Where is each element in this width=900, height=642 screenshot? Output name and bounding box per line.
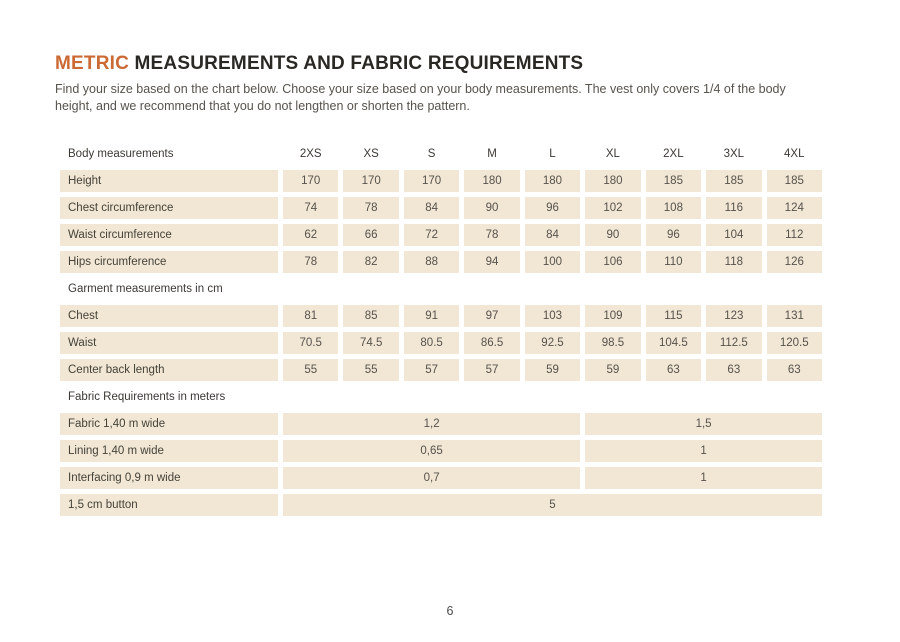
size-value-cell: 180 [585,170,640,192]
row-label: 1,5 cm button [60,494,278,516]
size-value-cell: 170 [343,170,398,192]
size-table [60,143,822,516]
size-value-cell: 84 [525,224,580,246]
merged-value-cell: 0,7 [283,467,580,489]
size-value-cell: 118 [706,251,761,273]
size-value-cell: 109 [585,305,640,327]
title-accent: METRIC [55,53,130,74]
row-label: Interfacing 0,9 m wide [60,467,278,489]
title-rest: MEASUREMENTS AND FABRIC REQUIREMENTS [129,53,584,74]
size-value-cell: 124 [767,197,822,219]
size-value-cell: 82 [343,251,398,273]
size-value-cell: 86.5 [464,332,519,354]
size-value-cell: 104.5 [646,332,701,354]
size-value-cell: 96 [646,224,701,246]
size-column-header: XL [605,148,620,160]
size-column-header: L [549,148,556,160]
size-value-cell: 97 [464,305,519,327]
size-value-cell: 57 [464,359,519,381]
size-value-cell: 91 [404,305,459,327]
row-label: Hips circumference [60,251,278,273]
section-header: Body measurements [68,148,174,160]
size-value-cell: 55 [283,359,338,381]
size-value-cell: 131 [767,305,822,327]
size-value-cell: 185 [646,170,701,192]
size-value-cell: 74.5 [343,332,398,354]
size-value-cell: 63 [646,359,701,381]
row-label: Waist [60,332,278,354]
size-value-cell: 120.5 [767,332,822,354]
size-value-cell: 92.5 [525,332,580,354]
row-label: Fabric 1,40 m wide [60,413,278,435]
size-value-cell: 104 [706,224,761,246]
size-value-cell: 170 [404,170,459,192]
size-value-cell: 66 [343,224,398,246]
size-value-cell: 62 [283,224,338,246]
merged-value-cell: 1 [585,467,822,489]
size-value-cell: 94 [464,251,519,273]
size-value-cell: 180 [464,170,519,192]
size-column-header: XS [363,148,379,160]
merged-value-cell: 1 [585,440,822,462]
size-value-cell: 170 [283,170,338,192]
size-value-cell: 59 [525,359,580,381]
size-value-cell: 110 [646,251,701,273]
size-value-cell: 100 [525,251,580,273]
size-column-header: M [487,148,497,160]
section-header-spacer [283,386,822,408]
merged-value-cell: 1,2 [283,413,580,435]
size-value-cell: 78 [283,251,338,273]
size-value-cell: 106 [585,251,640,273]
size-value-cell: 72 [404,224,459,246]
row-label: Center back length [60,359,278,381]
size-value-cell: 112 [767,224,822,246]
page-title [55,53,583,75]
size-value-cell: 63 [706,359,761,381]
row-label: Waist circumference [60,224,278,246]
size-value-cell: 108 [646,197,701,219]
section-header: Fabric Requirements in meters [68,391,226,403]
merged-value-cell: 1,5 [585,413,822,435]
size-value-cell: 123 [706,305,761,327]
merged-value-cell: 5 [283,494,822,516]
size-value-cell: 116 [706,197,761,219]
row-label: Chest circumference [60,197,278,219]
row-label: Height [60,170,278,192]
size-value-cell: 115 [646,305,701,327]
size-column-header: 2XS [299,148,322,160]
size-value-cell: 90 [585,224,640,246]
size-value-cell: 81 [283,305,338,327]
merged-value-cell: 0,65 [283,440,580,462]
size-value-cell: 57 [404,359,459,381]
size-value-cell: 126 [767,251,822,273]
size-column-header: 3XL [723,148,745,160]
size-value-cell: 59 [585,359,640,381]
size-value-cell: 55 [343,359,398,381]
row-label: Chest [60,305,278,327]
size-value-cell: 102 [585,197,640,219]
size-value-cell: 103 [525,305,580,327]
size-value-cell: 185 [767,170,822,192]
size-value-cell: 84 [404,197,459,219]
size-column-header: S [427,148,436,160]
size-value-cell: 85 [343,305,398,327]
size-value-cell: 88 [404,251,459,273]
row-label: Lining 1,40 m wide [60,440,278,462]
intro-text: Find your size based on the chart below. Choose your size based on your body measurements. The vest only covers 1/4 of the body height, and we recommend that you do not lengthen or shorten the pattern. [55,82,786,113]
size-value-cell: 98.5 [585,332,640,354]
page-number: 6 [446,604,454,618]
size-column-header: 4XL [784,148,805,160]
size-value-cell: 185 [706,170,761,192]
size-value-cell: 70.5 [283,332,338,354]
size-value-cell: 63 [767,359,822,381]
size-value-cell: 74 [283,197,338,219]
size-value-cell: 96 [525,197,580,219]
section-header: Garment measurements in cm [68,283,223,295]
size-value-cell: 112.5 [706,332,761,354]
size-value-cell: 90 [464,197,519,219]
size-value-cell: 78 [343,197,398,219]
size-column-header: 2XL [663,148,684,160]
size-value-cell: 80.5 [404,332,459,354]
section-header-spacer [283,278,822,300]
size-value-cell: 180 [525,170,580,192]
size-value-cell: 78 [464,224,519,246]
